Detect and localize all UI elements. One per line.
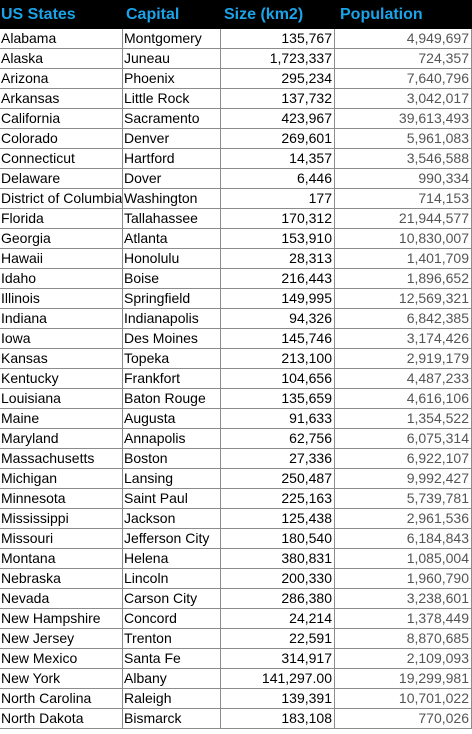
table-row bbox=[0, 609, 472, 629]
table-row bbox=[0, 169, 472, 189]
cell-population[interactable]: 2,919,179 bbox=[335, 349, 472, 369]
cell-state[interactable]: Mississippi bbox=[0, 509, 123, 529]
table-row bbox=[0, 289, 472, 309]
table-row bbox=[0, 109, 472, 129]
cell-capital[interactable]: Frankfort bbox=[123, 369, 221, 389]
cell-state[interactable]: Maryland bbox=[0, 429, 123, 449]
cell-population[interactable]: 1,960,790 bbox=[335, 569, 472, 589]
column-header-size[interactable]: Size (km2) bbox=[224, 6, 304, 23]
cell-population[interactable]: 714,153 bbox=[335, 189, 472, 209]
cell-size[interactable]: 183,108 bbox=[221, 709, 335, 729]
cell-capital[interactable]: Sacramento bbox=[123, 109, 221, 129]
cell-size[interactable]: 225,163 bbox=[221, 489, 335, 509]
table-row bbox=[0, 229, 472, 249]
table-row bbox=[0, 69, 472, 89]
cell-size[interactable]: 423,967 bbox=[221, 109, 335, 129]
cell-population[interactable]: 3,546,588 bbox=[335, 149, 472, 169]
cell-state[interactable]: Nevada bbox=[0, 589, 123, 609]
cell-capital[interactable]: Des Moines bbox=[123, 329, 221, 349]
cell-capital[interactable]: Juneau bbox=[123, 49, 221, 69]
cell-size[interactable]: 213,100 bbox=[221, 349, 335, 369]
cell-capital[interactable]: Montgomery bbox=[123, 29, 221, 49]
cell-size[interactable]: 170,312 bbox=[221, 209, 335, 229]
cell-size[interactable]: 94,326 bbox=[221, 309, 335, 329]
cell-capital[interactable]: Albany bbox=[123, 669, 221, 689]
cell-state[interactable]: New York bbox=[0, 669, 123, 689]
cell-capital[interactable]: Little Rock bbox=[123, 89, 221, 109]
cell-capital[interactable]: Carson City bbox=[123, 589, 221, 609]
cell-state[interactable]: Alabama bbox=[0, 29, 123, 49]
cell-state[interactable]: Alaska bbox=[0, 49, 123, 69]
cell-population[interactable]: 770,026 bbox=[335, 709, 472, 729]
cell-state[interactable]: Minnesota bbox=[0, 489, 123, 509]
cell-capital[interactable]: Lansing bbox=[123, 469, 221, 489]
table-row bbox=[0, 569, 472, 589]
cell-capital[interactable]: Helena bbox=[123, 549, 221, 569]
table-row bbox=[0, 269, 472, 289]
cell-population[interactable]: 4,949,697 bbox=[335, 29, 472, 49]
cell-state[interactable]: Kentucky bbox=[0, 369, 123, 389]
cell-capital[interactable]: Boise bbox=[123, 269, 221, 289]
cell-population[interactable]: 1,085,004 bbox=[335, 549, 472, 569]
cell-capital[interactable]: Tallahassee bbox=[123, 209, 221, 229]
cell-population[interactable]: 4,487,233 bbox=[335, 369, 472, 389]
cell-size[interactable]: 24,214 bbox=[221, 609, 335, 629]
cell-capital[interactable]: Bismarck bbox=[123, 709, 221, 729]
cell-population[interactable]: 39,613,493 bbox=[335, 109, 472, 129]
cell-size[interactable]: 14,357 bbox=[221, 149, 335, 169]
cell-capital[interactable]: Santa Fe bbox=[123, 649, 221, 669]
table-row bbox=[0, 129, 472, 149]
cell-state[interactable]: Illinois bbox=[0, 289, 123, 309]
cell-size[interactable]: 314,917 bbox=[221, 649, 335, 669]
table-row bbox=[0, 529, 472, 549]
cell-state[interactable]: Arizona bbox=[0, 69, 123, 89]
table-row bbox=[0, 249, 472, 269]
cell-capital[interactable]: Concord bbox=[123, 609, 221, 629]
cell-population[interactable]: 4,616,106 bbox=[335, 389, 472, 409]
table-row bbox=[0, 329, 472, 349]
cell-population[interactable]: 3,042,017 bbox=[335, 89, 472, 109]
cell-size[interactable]: 200,330 bbox=[221, 569, 335, 589]
cell-population[interactable]: 9,992,427 bbox=[335, 469, 472, 489]
cell-state[interactable]: California bbox=[0, 109, 123, 129]
cell-state[interactable]: Montana bbox=[0, 549, 123, 569]
cell-size[interactable]: 135,767 bbox=[221, 29, 335, 49]
cell-population[interactable]: 1,354,522 bbox=[335, 409, 472, 429]
cell-capital[interactable]: Washington bbox=[123, 189, 221, 209]
table-row bbox=[0, 469, 472, 489]
cell-population[interactable]: 6,075,314 bbox=[335, 429, 472, 449]
cell-size[interactable]: 145,746 bbox=[221, 329, 335, 349]
table-row bbox=[0, 629, 472, 649]
cell-state[interactable]: Iowa bbox=[0, 329, 123, 349]
cell-size[interactable]: 295,234 bbox=[221, 69, 335, 89]
table-row bbox=[0, 509, 472, 529]
cell-capital[interactable]: Annapolis bbox=[123, 429, 221, 449]
cell-population[interactable]: 6,922,107 bbox=[335, 449, 472, 469]
cell-size[interactable]: 28,313 bbox=[221, 249, 335, 269]
cell-size[interactable]: 91,633 bbox=[221, 409, 335, 429]
cell-capital[interactable]: Atlanta bbox=[123, 229, 221, 249]
column-header-capital[interactable]: Capital bbox=[126, 6, 180, 23]
cell-population[interactable]: 8,870,685 bbox=[335, 629, 472, 649]
cell-size[interactable]: 286,380 bbox=[221, 589, 335, 609]
table-row bbox=[0, 209, 472, 229]
column-header-state[interactable]: US States bbox=[1, 6, 76, 23]
cell-capital[interactable]: Saint Paul bbox=[123, 489, 221, 509]
table-row bbox=[0, 669, 472, 689]
cell-state[interactable]: New Hampshire bbox=[0, 609, 123, 629]
cell-state[interactable]: Delaware bbox=[0, 169, 123, 189]
column-header-population[interactable]: Population bbox=[340, 6, 423, 23]
cell-population[interactable]: 6,184,843 bbox=[335, 529, 472, 549]
cell-size[interactable]: 1,723,337 bbox=[221, 49, 335, 69]
cell-size[interactable]: 250,487 bbox=[221, 469, 335, 489]
cell-size[interactable]: 104,656 bbox=[221, 369, 335, 389]
cell-capital[interactable]: Boston bbox=[123, 449, 221, 469]
cell-state[interactable]: Georgia bbox=[0, 229, 123, 249]
cell-population[interactable]: 990,334 bbox=[335, 169, 472, 189]
cell-capital[interactable]: Topeka bbox=[123, 349, 221, 369]
cell-capital[interactable]: Dover bbox=[123, 169, 221, 189]
cell-size[interactable]: 141,297.00 bbox=[221, 669, 335, 689]
table-row bbox=[0, 649, 472, 669]
cell-size[interactable]: 269,601 bbox=[221, 129, 335, 149]
table-row bbox=[0, 189, 472, 209]
cell-capital[interactable]: Honolulu bbox=[123, 249, 221, 269]
table-row bbox=[0, 429, 472, 449]
table-row bbox=[0, 589, 472, 609]
cell-population[interactable]: 1,401,709 bbox=[335, 249, 472, 269]
table-body bbox=[0, 29, 472, 729]
cell-state[interactable]: Arkansas bbox=[0, 89, 123, 109]
table-row bbox=[0, 689, 472, 709]
cell-size[interactable]: 27,336 bbox=[221, 449, 335, 469]
cell-state[interactable]: District of Columbia bbox=[0, 189, 123, 209]
cell-state[interactable]: Colorado bbox=[0, 129, 123, 149]
cell-population[interactable]: 724,357 bbox=[335, 49, 472, 69]
cell-size[interactable]: 125,438 bbox=[221, 509, 335, 529]
cell-population[interactable]: 2,109,093 bbox=[335, 649, 472, 669]
cell-capital[interactable]: Raleigh bbox=[123, 689, 221, 709]
cell-size[interactable]: 153,910 bbox=[221, 229, 335, 249]
cell-state[interactable]: Maine bbox=[0, 409, 123, 429]
cell-size[interactable]: 137,732 bbox=[221, 89, 335, 109]
cell-capital[interactable]: Phoenix bbox=[123, 69, 221, 89]
cell-population[interactable]: 6,842,385 bbox=[335, 309, 472, 329]
cell-capital[interactable]: Baton Rouge bbox=[123, 389, 221, 409]
cell-state[interactable]: Nebraska bbox=[0, 569, 123, 589]
cell-population[interactable]: 1,378,449 bbox=[335, 609, 472, 629]
cell-state[interactable]: Michigan bbox=[0, 469, 123, 489]
table-row bbox=[0, 369, 472, 389]
cell-population[interactable]: 5,961,083 bbox=[335, 129, 472, 149]
cell-population[interactable]: 12,569,321 bbox=[335, 289, 472, 309]
cell-state[interactable]: Kansas bbox=[0, 349, 123, 369]
cell-state[interactable]: North Dakota bbox=[0, 709, 123, 729]
cell-capital[interactable]: Jackson bbox=[123, 509, 221, 529]
cell-population[interactable]: 10,830,007 bbox=[335, 229, 472, 249]
cell-size[interactable]: 135,659 bbox=[221, 389, 335, 409]
cell-state[interactable]: New Mexico bbox=[0, 649, 123, 669]
table-row bbox=[0, 349, 472, 369]
table-row bbox=[0, 709, 472, 729]
cell-capital[interactable]: Denver bbox=[123, 129, 221, 149]
cell-state[interactable]: Louisiana bbox=[0, 389, 123, 409]
table-row bbox=[0, 49, 472, 69]
header-row bbox=[0, 0, 472, 29]
cell-size[interactable]: 6,446 bbox=[221, 169, 335, 189]
cell-state[interactable]: New Jersey bbox=[0, 629, 123, 649]
cell-size[interactable]: 180,540 bbox=[221, 529, 335, 549]
cell-state[interactable]: Missouri bbox=[0, 529, 123, 549]
cell-population[interactable]: 19,299,981 bbox=[335, 669, 472, 689]
cell-size[interactable]: 380,831 bbox=[221, 549, 335, 569]
cell-size[interactable]: 22,591 bbox=[221, 629, 335, 649]
table-row bbox=[0, 89, 472, 109]
cell-state[interactable]: Indiana bbox=[0, 309, 123, 329]
cell-state[interactable]: Hawaii bbox=[0, 249, 123, 269]
cell-capital[interactable]: Trenton bbox=[123, 629, 221, 649]
cell-state[interactable]: Idaho bbox=[0, 269, 123, 289]
cell-size[interactable]: 216,443 bbox=[221, 269, 335, 289]
cell-population[interactable]: 10,701,022 bbox=[335, 689, 472, 709]
cell-population[interactable]: 7,640,796 bbox=[335, 69, 472, 89]
cell-state[interactable]: Florida bbox=[0, 209, 123, 229]
table-row bbox=[0, 29, 472, 49]
cell-population[interactable]: 2,961,536 bbox=[335, 509, 472, 529]
cell-capital[interactable]: Jefferson City bbox=[123, 529, 221, 549]
cell-population[interactable]: 3,238,601 bbox=[335, 589, 472, 609]
cell-population[interactable]: 1,896,652 bbox=[335, 269, 472, 289]
table-row bbox=[0, 409, 472, 429]
cell-capital[interactable]: Augusta bbox=[123, 409, 221, 429]
cell-size[interactable]: 139,391 bbox=[221, 689, 335, 709]
table-row bbox=[0, 389, 472, 409]
table-row bbox=[0, 549, 472, 569]
cell-state[interactable]: Connecticut bbox=[0, 149, 123, 169]
cell-capital[interactable]: Hartford bbox=[123, 149, 221, 169]
cell-capital[interactable]: Indianapolis bbox=[123, 309, 221, 329]
cell-state[interactable]: Massachusetts bbox=[0, 449, 123, 469]
table-row bbox=[0, 149, 472, 169]
table-row bbox=[0, 489, 472, 509]
cell-size[interactable]: 149,995 bbox=[221, 289, 335, 309]
table-row bbox=[0, 309, 472, 329]
cell-capital[interactable]: Springfield bbox=[123, 289, 221, 309]
table-row bbox=[0, 449, 472, 469]
cell-population[interactable]: 5,739,781 bbox=[335, 489, 472, 509]
cell-state[interactable]: North Carolina bbox=[0, 689, 123, 709]
cell-population[interactable]: 3,174,426 bbox=[335, 329, 472, 349]
cell-size[interactable]: 62,756 bbox=[221, 429, 335, 449]
cell-population[interactable]: 21,944,577 bbox=[335, 209, 472, 229]
cell-capital[interactable]: Lincoln bbox=[123, 569, 221, 589]
cell-size[interactable]: 177 bbox=[221, 189, 335, 209]
